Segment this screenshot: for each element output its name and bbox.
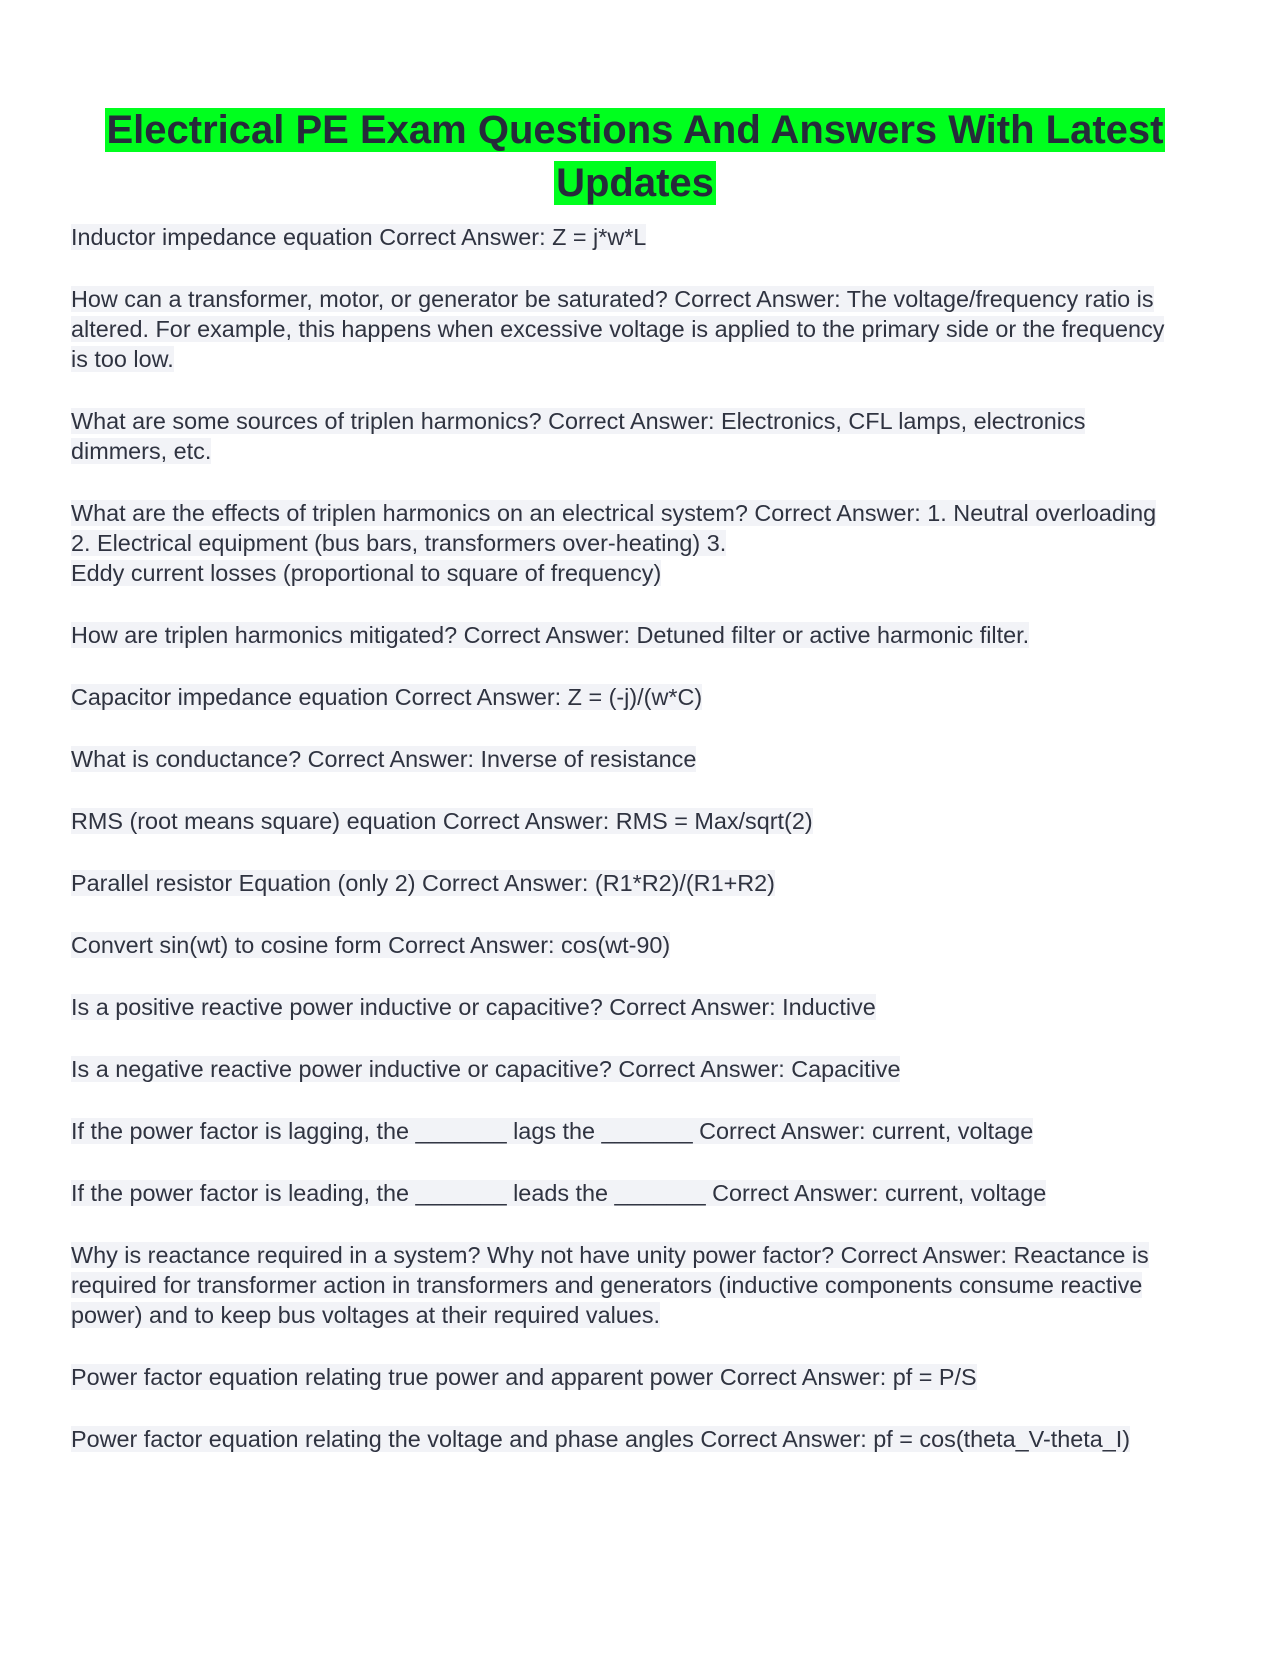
qa-text: Eddy current losses (proportional to square of frequency) <box>71 560 662 586</box>
qa-item-pf-leading <box>71 1178 1181 1208</box>
qa-text: If the power factor is lagging, the _______ lags the _______ Correct Answer: current, voltage <box>71 1118 1034 1144</box>
qa-item-pf-power <box>71 1362 1181 1392</box>
qa-text: How are triplen harmonics mitigated? Correct Answer: Detuned filter or active harmonic filter. <box>71 622 1030 648</box>
qa-text: Parallel resistor Equation (only 2) Correct Answer: (R1*R2)/(R1+R2) <box>71 870 775 896</box>
qa-item-sin-to-cos <box>71 930 1181 960</box>
page-title <box>70 104 1200 210</box>
qa-item-capacitor-impedance <box>71 682 1181 712</box>
qa-item-triplen-effects <box>71 498 1181 588</box>
qa-text: Power factor equation relating the voltage and phase angles Correct Answer: pf = cos(theta_V-theta_I) <box>71 1426 1131 1452</box>
qa-item-transformer-saturation <box>71 284 1181 374</box>
qa-line-1 <box>71 498 1181 528</box>
qa-text: What are some sources of triplen harmonics? Correct Answer: Electronics, CFL lamps, electronics dimmers, etc. <box>71 408 1086 464</box>
qa-text: If the power factor is leading, the _______ leads the _______ Correct Answer: current, voltage <box>71 1180 1047 1206</box>
title-block <box>70 104 1200 210</box>
qa-text: Is a negative reactive power inductive or capacitive? Correct Answer: Capacitive <box>71 1056 901 1082</box>
qa-text: What is conductance? Correct Answer: Inverse of resistance <box>71 746 697 772</box>
qa-item-triplen-mitigation <box>71 620 1181 650</box>
qa-text: What are the effects of triplen harmonics on an electrical system? Correct Answer: 1. Neutral overloading <box>71 500 1157 526</box>
qa-text: 2. Electrical equipment (bus bars, transformers over-heating) 3. <box>71 530 727 556</box>
qa-item-conductance <box>71 744 1181 774</box>
qa-text: How can a transformer, motor, or generator be saturated? Correct Answer: The voltage/frequency ratio is altered. For example, this happens when excessive voltage is applied to the primary side or the frequency is too low. <box>71 286 1165 372</box>
qa-list <box>71 222 1181 1486</box>
qa-item-negative-reactive <box>71 1054 1181 1084</box>
qa-item-inductor-impedance <box>71 222 1181 252</box>
qa-item-parallel-resistor <box>71 868 1181 898</box>
qa-item-pf-angles <box>71 1424 1181 1454</box>
qa-text: Is a positive reactive power inductive or capacitive? Correct Answer: Inductive <box>71 994 876 1020</box>
qa-item-pf-lagging <box>71 1116 1181 1146</box>
qa-text: Power factor equation relating true power and apparent power Correct Answer: pf = P/S <box>71 1364 977 1390</box>
qa-text: Inductor impedance equation Correct Answer: Z = j*w*L <box>71 224 647 250</box>
qa-item-reactance-required <box>71 1240 1181 1330</box>
qa-item-positive-reactive <box>71 992 1181 1022</box>
qa-item-rms <box>71 806 1181 836</box>
qa-line-2 <box>71 528 1181 558</box>
page-title-text: Electrical PE Exam Questions And Answers With Latest Updates <box>106 108 1164 205</box>
qa-text: Convert sin(wt) to cosine form Correct Answer: cos(wt-90) <box>71 932 671 958</box>
qa-text: Capacitor impedance equation Correct Answer: Z = (-j)/(w*C) <box>71 684 703 710</box>
qa-text: Why is reactance required in a system? Why not have unity power factor? Correct Answer: Reactance is required for transformer action in transformers and generators (inductive components consume reactive power) and to keep bus voltages at their required values. <box>71 1242 1149 1328</box>
qa-line-3 <box>71 558 1181 588</box>
qa-text: RMS (root means square) equation Correct Answer: RMS = Max/sqrt(2) <box>71 808 813 834</box>
qa-item-triplen-sources <box>71 406 1181 466</box>
